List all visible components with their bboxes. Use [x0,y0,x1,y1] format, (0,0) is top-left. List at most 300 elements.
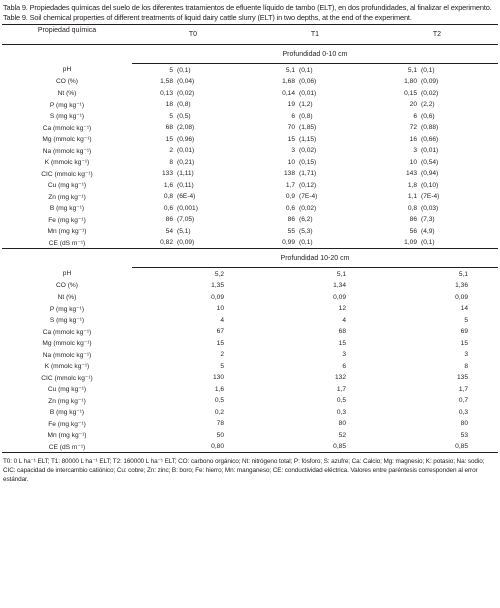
property-name: Na (mmolc kg⁻¹) [42,147,92,155]
footnote: T0: 0 L ha⁻¹ ELT; T1: 80000 L ha⁻¹ ELT; T2: 160000 L ha⁻¹ ELT; CO: carbono orgánico; Nt: nitrógeno total; P: fósforo; S: azufre; Ca: Calcio; Mg: magnesio; K: potasio; Na: sodio; CIC: capacidad de intercambio catiónico; Cu: cobre; Zn: zinc; B: boro; Fe: hierro; Mn: manganeso; CE: conductividad eléctrica. Valores entre paréntesis corresponden al error estándar. [3,458,485,484]
property-name: Na (mmolc kg⁻¹) [42,351,92,359]
cell-std-error: (0,96) [177,135,195,143]
table-row [2,64,498,76]
cell-t0 [132,133,254,145]
cell-std-error: (0,06) [299,78,317,86]
cell-value: 0,7 [458,397,468,405]
cell-value: 0,15 [404,89,417,97]
cell-t1 [254,225,376,237]
property-name: P (mg kg⁻¹) [49,101,85,109]
cell-value: 5,1 [407,66,417,74]
cell-std-error: (0,5) [177,112,191,120]
cell-value: 20 [409,101,417,109]
cell-value: 10 [287,158,295,166]
cell-std-error: (0,02) [177,89,195,97]
property-name: Zn (mg kg⁻¹) [48,193,86,201]
property-name: CIC (mmolc kg⁻¹) [41,170,93,178]
cell-t2 [376,76,498,88]
cell-t0 [132,64,254,76]
cell-std-error: (0,10) [421,181,439,189]
cell-t1 [254,237,376,249]
cell-value: 0,6 [285,204,295,212]
cell-t2 [376,202,498,214]
cell-value: 19 [287,101,295,109]
cell-t1 [254,418,376,430]
cell-t1 [254,214,376,226]
cell-value: 0,8 [407,204,417,212]
header-t2: T2 [376,25,498,45]
cell-t1 [254,372,376,384]
cell-t2 [376,280,498,292]
cell-t0 [132,314,254,326]
cell-value: 2 [220,351,224,359]
table-row [2,145,498,157]
cell-value: 15 [216,339,224,347]
table-row [2,214,498,226]
cell-t2 [376,133,498,145]
cell-t0 [132,429,254,441]
cell-value: 1,6 [163,181,173,189]
table-row [2,122,498,134]
cell-value: 52 [338,431,346,439]
cell-value: 15 [165,135,173,143]
cell-value: 0,09 [211,293,224,301]
cell-t2 [376,314,498,326]
cell-std-error: (0,02) [299,147,317,155]
cell-t0 [132,303,254,315]
cell-value: 3 [464,351,468,359]
cell-value: 5,1 [285,66,295,74]
cell-std-error: (0,03) [421,204,439,212]
cell-value: 55 [287,227,295,235]
cell-t1 [254,87,376,99]
cell-t1 [254,360,376,372]
property-name: pH [62,270,72,278]
table-row [2,429,498,441]
cell-value: 10 [216,305,224,313]
header-row [2,25,498,45]
cell-t1 [254,145,376,157]
cell-std-error: (0,09) [177,239,195,247]
cell-std-error: (7,3) [421,216,435,224]
section-10-20 [2,249,498,453]
property-name: Nt (%) [57,89,77,97]
cell-t1 [254,110,376,122]
cell-t2 [376,99,498,111]
cell-std-error: (0,1) [299,239,313,247]
cell-value: 6 [291,112,295,120]
cell-t2 [376,214,498,226]
cell-t1 [254,64,376,76]
property-name: Cu (mg kg⁻¹) [47,182,87,190]
table-row [2,268,498,280]
cell-t1 [254,168,376,180]
cell-value: 56 [409,227,417,235]
cell-value: 1,36 [455,282,468,290]
cell-t1 [254,314,376,326]
cell-value: 135 [456,374,468,382]
cell-std-error: (0,15) [299,158,317,166]
property-name: S (mg kg⁻¹) [49,317,85,325]
cell-value: 133 [161,170,173,178]
property-name: Fe (mg kg⁻¹) [48,216,86,224]
cell-value: 14 [460,305,468,313]
cell-t2 [376,395,498,407]
cell-std-error: (0,04) [177,78,195,86]
property-name: CE (dS m⁻¹) [2,441,132,453]
cell-value: 0,82 [160,239,173,247]
table-row [2,360,498,372]
cell-t2 [376,179,498,191]
cell-std-error: (0,21) [177,158,195,166]
cell-std-error: (0,01) [299,89,317,97]
property-name: Zn (mg kg⁻¹) [48,397,86,405]
cell-t2 [376,225,498,237]
caption-english: Table 9. Soil chemical properties of different treatments of liquid dairy cattle slurry (ELT) in two depths, at the end of the experiment. [3,13,412,23]
table-row [2,168,498,180]
cell-value: 0,14 [282,89,295,97]
cell-t2 [376,383,498,395]
cell-value: 130 [212,374,224,382]
cell-t0 [132,214,254,226]
cell-t0 [132,360,254,372]
cell-t2 [376,441,498,453]
cell-t1 [254,179,376,191]
cell-std-error: (0,8) [299,112,313,120]
cell-t0 [132,168,254,180]
property-name: Cu (mg kg⁻¹) [47,386,87,394]
table-row [2,156,498,168]
cell-t2 [376,268,498,280]
cell-t1 [254,291,376,303]
cell-value: 1,35 [211,282,224,290]
cell-value: 143 [405,170,417,178]
table-row [2,349,498,361]
cell-value: 78 [216,420,224,428]
cell-std-error: (1,15) [299,135,317,143]
cell-std-error: (1,11) [177,170,194,178]
table-row [2,291,498,303]
cell-value: 0,09 [455,293,468,301]
cell-t2 [376,349,498,361]
table-row [2,179,498,191]
cell-t0 [132,441,254,453]
cell-t1 [254,156,376,168]
cell-value: 0,3 [336,408,346,416]
cell-value: 1,80 [404,78,417,86]
cell-value: 80 [460,420,468,428]
cell-std-error: (0,8) [177,101,191,109]
cell-t2 [376,191,498,203]
cell-value: 15 [460,339,468,347]
cell-value: 3 [342,351,346,359]
cell-t1 [254,76,376,88]
cell-value: 68 [165,124,173,132]
property-name: CIC (mmolc kg⁻¹) [41,374,93,382]
cell-value: 1,68 [282,78,295,86]
cell-t1 [254,303,376,315]
cell-std-error: (0,02) [421,89,439,97]
cell-t1 [254,441,376,453]
table-row [2,326,498,338]
property-name: S (mg kg⁻¹) [49,113,85,121]
table-row [2,99,498,111]
property-name: Ca (mmolc kg⁻¹) [42,124,92,132]
depth-label-10-20: Profundidad 10-20 cm [132,249,498,268]
cell-t2 [376,418,498,430]
table-row [2,395,498,407]
cell-value: 5,1 [336,270,346,278]
cell-value: 2 [169,147,173,155]
cell-t0 [132,349,254,361]
cell-value: 4 [342,316,346,324]
cell-t0 [132,383,254,395]
cell-value: 6 [342,362,346,370]
cell-value: 0,5 [214,397,224,405]
cell-value: 15 [338,339,346,347]
cell-std-error: (7,05) [177,216,195,224]
table-row [2,280,498,292]
depth-row-10-20 [2,249,498,268]
cell-value: 0,13 [160,89,173,97]
cell-value: 68 [338,328,346,336]
cell-value: 1,6 [214,385,224,393]
property-name: pH [62,66,72,74]
cell-t2 [376,237,498,249]
property-name: B (mg kg⁻¹) [49,205,85,213]
cell-value: 1,7 [336,385,346,393]
cell-std-error: (7E-4) [299,193,318,201]
property-name: K (mmolc kg⁻¹) [44,159,90,167]
header-t1: T1 [254,25,376,45]
cell-t2 [376,406,498,418]
header-property: Propiedad química [2,25,132,45]
cell-value: 0,3 [458,408,468,416]
cell-value: 5,2 [214,270,224,278]
cell-std-error: (5,3) [299,227,313,235]
table-row [2,337,498,349]
cell-value: 12 [338,305,346,313]
cell-t0 [132,191,254,203]
cell-t1 [254,99,376,111]
cell-std-error: (1,2) [299,101,313,109]
cell-value: 1,7 [285,181,295,189]
cell-value: 15 [287,135,295,143]
cell-t0 [132,110,254,122]
cell-std-error: (6E-4) [177,193,196,201]
cell-value: 54 [165,227,173,235]
cell-t0 [132,291,254,303]
cell-t2 [376,110,498,122]
cell-t1 [254,268,376,280]
property-name: P (mg kg⁻¹) [49,305,85,313]
cell-value: 8 [464,362,468,370]
table-row [2,110,498,122]
cell-t2 [376,372,498,384]
cell-value: 3 [291,147,295,155]
cell-t2 [376,326,498,338]
table-row [2,87,498,99]
cell-t0 [132,179,254,191]
cell-value: 3 [413,147,417,155]
property-name: Fe (mg kg⁻¹) [48,420,86,428]
cell-std-error: (2,08) [177,124,195,132]
cell-t2 [376,168,498,180]
table-row [2,418,498,430]
table-row [2,314,498,326]
cell-t1 [254,349,376,361]
cell-t0 [132,76,254,88]
cell-std-error: (0,1) [177,66,191,74]
property-name: CE (dS m⁻¹) [48,239,86,247]
cell-t2 [376,337,498,349]
cell-t2 [376,360,498,372]
property-name: Nt (%) [57,293,77,301]
cell-t1 [254,429,376,441]
cell-t1 [254,337,376,349]
cell-std-error: (0,01) [421,147,439,155]
cell-t2 [376,291,498,303]
cell-t1 [254,191,376,203]
cell-t1 [254,395,376,407]
cell-std-error: (0,88) [421,124,439,132]
cell-std-error: (0,01) [177,147,195,155]
table-row [2,406,498,418]
cell-t0 [132,372,254,384]
cell-t2 [376,156,498,168]
cell-t0 [132,268,254,280]
cell-std-error: (0,11) [177,181,194,189]
cell-value: 1,7 [458,385,468,393]
cell-value: 5 [464,316,468,324]
cell-std-error: (0,6) [421,112,435,120]
cell-std-error: (0,09) [421,78,439,86]
cell-t0 [132,87,254,99]
cell-value: 80 [338,420,346,428]
cell-value: 0,85 [333,443,346,451]
cell-value: 0,09 [333,293,346,301]
cell-t2 [376,122,498,134]
cell-std-error: (0,12) [299,181,317,189]
depth-row-0-10 [2,45,498,64]
cell-std-error: (2,2) [421,101,435,109]
cell-t2 [376,87,498,99]
cell-t1 [254,383,376,395]
cell-t2 [376,303,498,315]
section-0-10 [2,45,498,249]
cell-value: 50 [216,431,224,439]
cell-std-error: (1,85) [299,124,317,132]
cell-value: 4 [220,316,224,324]
cell-t0 [132,337,254,349]
cell-value: 18 [165,101,173,109]
cell-t1 [254,406,376,418]
cell-t0 [132,326,254,338]
table-row [2,133,498,145]
cell-std-error: (0,54) [421,158,439,166]
property-name: CO (%) [56,78,78,86]
cell-value: 1,58 [160,78,173,86]
cell-t1 [254,280,376,292]
cell-t0 [132,99,254,111]
cell-value: 6 [413,112,417,120]
cell-t0 [132,202,254,214]
property-name: Mn (mg kg⁻¹) [47,228,87,236]
cell-value: 0,80 [211,443,224,451]
property-name: Mn (mg kg⁻¹) [47,432,87,440]
cell-value: 1,8 [407,181,417,189]
cell-value: 10 [409,158,417,166]
cell-t0 [132,122,254,134]
property-name: K (mmolc kg⁻¹) [44,363,90,371]
cell-value: 0,9 [285,193,295,201]
header-t0: T0 [132,25,254,45]
cell-value: 5,1 [458,270,468,278]
cell-value: 0,8 [163,193,173,201]
cell-t0 [132,145,254,157]
cell-std-error: (0,1) [299,66,313,74]
property-name: Mg (mmolc kg⁻¹) [42,136,92,144]
cell-value: 1,1 [407,193,417,201]
cell-std-error: (6,2) [299,216,313,224]
cell-std-error: (1,71) [299,170,317,178]
cell-t2 [376,429,498,441]
cell-value: 0,85 [455,443,468,451]
cell-value: 1,09 [404,239,417,247]
table-row [2,76,498,88]
cell-t1 [254,202,376,214]
table-row [2,191,498,203]
cell-t1 [254,122,376,134]
cell-value: 86 [287,216,295,224]
cell-value: 69 [460,328,468,336]
cell-value: 86 [409,216,417,224]
cell-value: 72 [409,124,417,132]
cell-std-error: (0,02) [299,204,317,212]
cell-t0 [132,406,254,418]
table-row [2,303,498,315]
table-row [2,225,498,237]
cell-value: 70 [287,124,295,132]
cell-value: 0,6 [163,204,173,212]
cell-std-error: (0,001) [177,204,198,212]
table-row [2,237,498,249]
cell-value: 132 [334,374,346,382]
property-name: CO (%) [56,282,78,290]
cell-value: 5 [169,66,173,74]
cell-std-error: (0,1) [421,239,435,247]
cell-t2 [376,145,498,157]
property-name: Mg (mmolc kg⁻¹) [42,340,92,348]
cell-std-error: (4,9) [421,227,435,235]
property-name: Ca (mmolc kg⁻¹) [42,328,92,336]
property-name: B (mg kg⁻¹) [49,409,85,417]
cell-t1 [254,133,376,145]
cell-value: 86 [165,216,173,224]
cell-value: 53 [460,431,468,439]
cell-value: 0,2 [214,408,224,416]
cell-std-error: (0,94) [421,170,439,178]
table-page [2,0,498,484]
cell-t0 [132,418,254,430]
cell-value: 8 [169,158,173,166]
cell-value: 16 [409,135,417,143]
table-row [2,441,498,453]
soil-properties-table [2,24,498,453]
cell-value: 5 [169,112,173,120]
cell-value: 0,99 [282,239,295,247]
cell-std-error: (7E-4) [421,193,440,201]
